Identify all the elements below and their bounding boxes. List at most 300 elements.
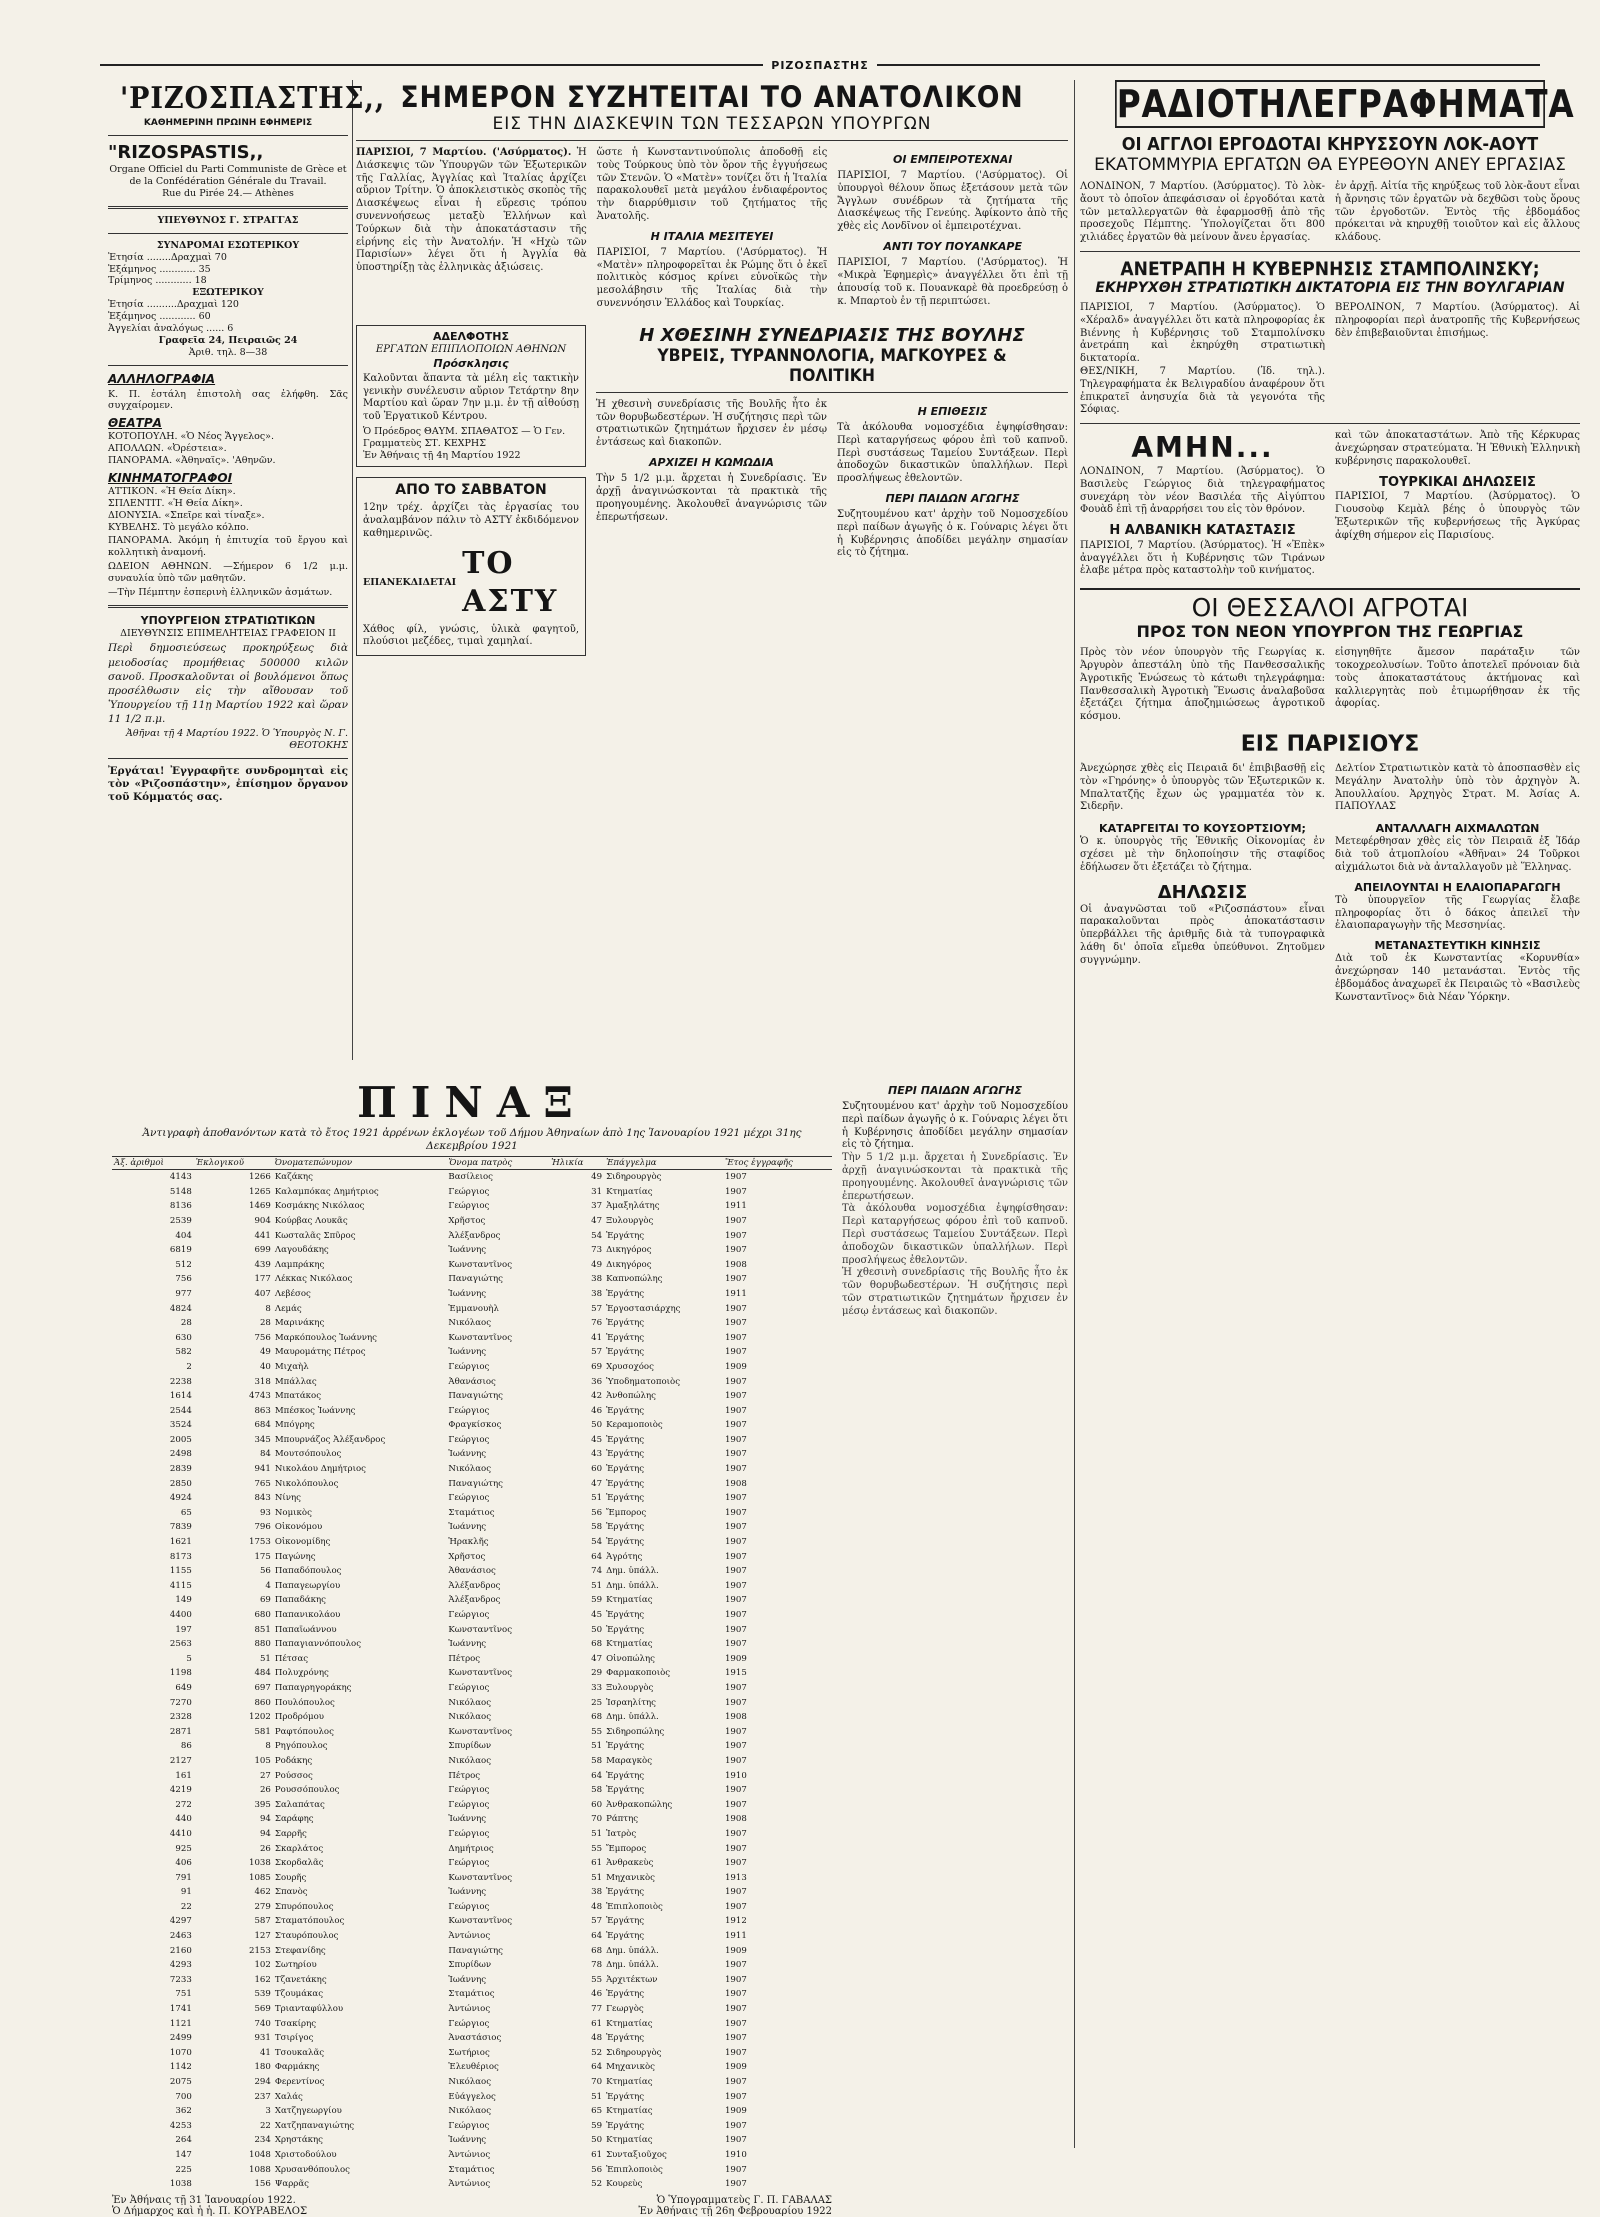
divider — [108, 135, 348, 136]
table-cell: 54 — [591, 1537, 603, 1548]
table-cell: Γεώργιος — [448, 2018, 490, 2029]
table-cell: 1907 — [724, 1610, 747, 1620]
table-cell: Μπάλλας — [274, 1376, 317, 1387]
table-cell: Ἐργάτης — [606, 1464, 645, 1475]
office-address: Γραφεῖα 24, Πειραιῶς 24 — [158, 334, 298, 346]
table-cell: 404 — [175, 1230, 192, 1241]
table-cell: 225 — [175, 2164, 192, 2175]
table-cell: 86 — [180, 1741, 192, 1752]
listing-line: ΠΑΝΟΡΑΜΑ. Ἀκόμη ἡ ἐπιτυχία τοῦ ἔργου καὶ κολλητικὴ ἀναμονή. — [108, 535, 348, 559]
table-cell: 680 — [254, 1610, 271, 1620]
table-cell: Κτηματίας — [606, 2077, 653, 2087]
table-cell: 1614 — [169, 1391, 192, 1402]
divider — [108, 206, 348, 209]
table-cell: 5148 — [169, 1186, 192, 1197]
table-cell: Χατζηγεωργίου — [274, 2106, 342, 2117]
table-cell: 1070 — [169, 2047, 192, 2058]
table-cell: Ἐργάτης — [606, 1931, 645, 1942]
article-text: ΠΑΡΙΣΙΟΙ, 7 Μαρτίου. ('Ασύρματος). Ἡ «Μικρὰ Ἐφημερὶς» ἀναγγέλλει ὅτι ἐπὶ τῇ ἀπουσίᾳ τοῦ κ. Πουανκαρὲ θὰ προεδρεύσῃ ὁ κ. Μπαρτοὺ ἐν τῇ περιπτώσει. — [837, 257, 1069, 307]
table-cell: 1907 — [724, 1828, 747, 1839]
article-text: Δελτίον Στρατιωτικὸν κατὰ τὸ ἀποσπασθὲν εἰς Μεγάλην Ἀνατολὴν ὑπὸ τὸν ἀρχηγὸν Ἀ. Ἀπουλλαίου. Ἀρχηγὸς Στρατ. Μ. Ἀσίας Α. ΠΑΠΟΥΛΑΣ — [1335, 762, 1580, 813]
table-cell: Βασίλειος — [448, 1172, 493, 1183]
table-cell: 1907 — [724, 1464, 747, 1475]
table-row — [112, 1447, 832, 1462]
listing-line: ΠΑΝΟΡΑΜΑ. «Ἀθηναϊς». 'Αθηνῶν. — [108, 455, 276, 466]
union-date: Ἐν Ἀθήναις τῇ 4η Μαρτίου 1922 — [363, 450, 521, 462]
table-cell: Τσουκαλᾶς — [274, 2047, 325, 2058]
table-cell: Γεώργιος — [448, 1201, 490, 1212]
table-cell: 1907 — [724, 1551, 747, 1562]
table-cell: 441 — [254, 1230, 271, 1241]
parliament-article — [596, 325, 1068, 656]
article-column — [1080, 763, 1325, 1004]
table-cell: 61 — [591, 2018, 603, 2029]
table-cell: 2 — [186, 1361, 192, 1372]
table-cell: 1907 — [724, 1537, 747, 1548]
article-column — [596, 399, 827, 560]
register-table — [112, 1156, 832, 2192]
table-cell: Δημ. ὑπάλλ. — [606, 1712, 659, 1723]
table-cell: 42 — [591, 1391, 603, 1402]
table-cell: Παναγιώτης — [448, 1391, 503, 1402]
table-cell: 8136 — [169, 1201, 192, 1212]
table-cell: Ἐργάτης — [606, 1332, 645, 1343]
table-cell: Ἐργάτης — [606, 1493, 645, 1504]
table-cell: Ἐργάτης — [606, 1230, 645, 1241]
table-cell: Δημ. ὑπάλλ. — [606, 1566, 659, 1577]
table-cell: Κτηματίας — [606, 1595, 653, 1606]
table-cell: Σαράφης — [274, 1814, 314, 1825]
table-row — [112, 1944, 832, 1959]
table-cell: 8 — [265, 1303, 271, 1314]
table-cell: Σουρῆς — [274, 1872, 307, 1883]
table-cell: Ξυλουργὸς — [606, 1215, 654, 1226]
article-column — [1080, 430, 1325, 578]
table-cell: 56 — [259, 1566, 271, 1577]
table-cell: Κουρεὺς — [606, 2179, 643, 2190]
subscription-line: Ἑξάμηνος ............ 35 — [108, 263, 211, 275]
table-cell: 407 — [254, 1288, 271, 1299]
divider — [1080, 423, 1580, 424]
table-cell: 73 — [591, 1245, 603, 1256]
table-cell: Ἀθανάσιος — [448, 1566, 496, 1577]
table-cell: Μπατάκος — [274, 1391, 322, 1402]
table-cell: Ἀθανάσιος — [448, 1376, 496, 1387]
table-row — [112, 1185, 832, 1200]
table-cell: Λεμάς — [274, 1303, 302, 1314]
register-table-section — [112, 1078, 832, 2217]
table-cell: 1911 — [724, 1288, 747, 1299]
article-text: ΛΟΝΔΙΝΟΝ, 7 Μαρτίου. (Ἀσύρματος). Ὁ Βασιλεὺς Γεώργιος διὰ τηλεγραφήματος συνεχάρη τὸν νέον Βασιλέα τῆς Αἰγύπτου Φουὰδ ἐπὶ τῇ ἀναρρήσει του εἰς τὸν θρόνον. — [1080, 465, 1325, 516]
table-cell: 582 — [175, 1347, 192, 1358]
table-row — [112, 1783, 832, 1798]
subscription-line: Ἀγγελίαι ἀναλόγως ...... 6 — [108, 322, 234, 334]
subscription-line: Ἑξάμηνος ............ 60 — [108, 311, 211, 322]
table-row — [112, 1739, 832, 1754]
table-cell: 569 — [254, 2004, 271, 2015]
table-cell: Ἐργάτης — [606, 1624, 645, 1635]
table-row — [112, 1243, 832, 1258]
table-cell: Ἰωάννης — [448, 1288, 487, 1299]
table-cell: 1907 — [724, 1172, 747, 1183]
table-cell: Παναγιώτης — [448, 1478, 503, 1489]
table-cell: Ἰωάννης — [448, 1347, 487, 1358]
table-cell: 1907 — [724, 1960, 747, 1971]
paper-latin-name: "RIZOSPASTIS,, — [108, 141, 264, 163]
table-cell: 8 — [265, 1741, 271, 1752]
table-cell: Ἐπιπλοποιὸς — [606, 2164, 663, 2175]
table-cell: Ραφτόπουλος — [274, 1726, 334, 1737]
article-column — [837, 399, 1068, 560]
subscription-line: Ἐτησία ..........Δραχμαὶ 120 — [108, 299, 239, 311]
table-cell: Σκαρλάτος — [274, 1843, 324, 1854]
ministry-signature: Ἀθῆναι τῇ 4 Μαρτίου 1922. Ὁ Ὑπουργὸς Ν. Γ. ΘΕΟΤΟΚΗΣ — [126, 728, 348, 752]
table-row — [112, 1550, 832, 1565]
table-cell: Χρηστάκης — [274, 2135, 323, 2146]
table-cell: 1907 — [724, 1215, 747, 1226]
table-cell: 45 — [591, 1610, 603, 1620]
table-cell: 149 — [175, 1595, 192, 1606]
table-cell: 4743 — [249, 1391, 271, 1402]
table-cell: Τσιρίγος — [274, 2033, 314, 2044]
table-cell: Ἐργάτης — [606, 2033, 645, 2044]
column-rule — [352, 80, 353, 1060]
table-cell: 1155 — [169, 1566, 192, 1577]
asty-description: Χάθος φίλ, γνώσις, ὑλικὰ φαγητοῦ, πλούσιοι μεζέδες, τιμαὶ χαμηλαί. — [363, 623, 579, 648]
table-cell: Γεώργιος — [448, 1828, 490, 1839]
paris-headline: ΕΙΣ ΠΑΡΙΣΙΟΥΣ — [1240, 731, 1420, 757]
table-cell: 1907 — [724, 1741, 747, 1752]
table-cell: 2075 — [169, 2077, 192, 2087]
article-text: Οἱ ἀναγνῶσται τοῦ «Ριζοσπάστου» εἶναι παρακαλοῦνται πρὸς ἀποκατάστασιν ὑπερβάλλει τῆς ἀριθμῆς διὰ τὰ τυπογραφικὰ λάθη δι' ὁποῖα εἴμεθα ὑπεύθυνοι. Ζητοῦμεν συγγνώμην. — [1080, 903, 1325, 966]
table-cell: Κωνσταντῖνος — [448, 1668, 513, 1679]
table-cell: Χαλάς — [274, 2091, 303, 2102]
subscriptions-ext-title: ΕΞΩΤΕΡΙΚΟΥ — [192, 287, 264, 299]
listing-line: ΣΠΛΕΝΤΙΤ. «Ἡ Θεία Δίκη». — [108, 497, 243, 509]
table-cell: 177 — [254, 1274, 271, 1285]
table-cell: 234 — [254, 2135, 271, 2146]
table-row — [112, 1345, 832, 1360]
table-cell: Νομικὸς — [274, 1507, 312, 1518]
table-cell: 69 — [259, 1595, 271, 1606]
table-cell: 1907 — [724, 2033, 747, 2044]
table-cell: 1907 — [724, 2091, 747, 2102]
table-cell: 43 — [591, 1449, 603, 1460]
table-row — [112, 1856, 832, 1871]
table-cell: 64 — [591, 1931, 603, 1942]
table-cell: Ἐργάτης — [606, 1887, 645, 1898]
table-cell: 484 — [254, 1668, 271, 1679]
table-cell: 127 — [254, 1931, 271, 1942]
table-cell: Παπαγεωργίου — [274, 1580, 341, 1591]
table-cell: 4824 — [169, 1303, 192, 1314]
table-cell: Ἐργάτης — [606, 1478, 645, 1489]
table-cell: Ἀντώνιος — [448, 1931, 491, 1942]
table-cell: Ἔμπορος — [606, 1843, 647, 1854]
table-cell: Φραγκίσκος — [448, 1420, 502, 1431]
table-cell: 59 — [591, 2120, 603, 2131]
main-headline: ΣΗΜΕΡΟΝ ΣΥΖΗΤΕΙΤΑΙ ΤΟ ΑΝΑΤΟΛΙΚΟΝ — [400, 80, 1024, 114]
editor-line: ΥΠΕΥΘΥΝΟΣ Γ. ΣΤΡΑΓΓΑΣ — [157, 214, 299, 226]
table-row — [112, 1769, 832, 1784]
column-rule — [1074, 80, 1075, 2148]
article-subhead: Η ΙΤΑΛΙΑ ΜΕΣΙΤΕΥΕΙ — [650, 229, 774, 243]
table-cell: 1907 — [724, 1901, 747, 1912]
article-column — [1335, 430, 1580, 578]
table-cell: 1907 — [724, 1566, 747, 1577]
table-row — [112, 1564, 832, 1579]
table-cell: 1907 — [724, 2018, 747, 2029]
table-cell: Γεώργιος — [448, 1610, 490, 1620]
column-header: Ὄνομα πατρὸς — [446, 1157, 549, 1170]
table-cell: Ἐργάτης — [606, 2091, 645, 2102]
subscriptions-title: ΣΥΝΔΡΟΜΑΙ ΕΣΩΤΕΡΙΚΟΥ — [156, 239, 300, 251]
table-cell: Σταμάτιος — [448, 1507, 495, 1518]
table-cell: Τζανετάκης — [274, 1974, 327, 1985]
article-columns — [1080, 302, 1580, 417]
article-text: Ὁ κ. ὑπουργὸς τῆς Ἐθνικῆς Οἰκονομίας ἐν σχέσει μὲ τὴν δηλοποίησιν τῆς σταφίδος ἐδήλωσεν ὅτι ἐξετάζει τὸ ζήτημα. — [1080, 836, 1325, 873]
table-cell: Κούρβας Λουκᾶς — [274, 1215, 348, 1226]
table-cell: 1909 — [724, 1361, 747, 1372]
table-cell: 3 — [265, 2106, 271, 2117]
table-cell: Ψαρρᾶς — [274, 2179, 309, 2190]
table-cell: Πέτσας — [274, 1653, 309, 1664]
table-cell: Παναγιώτης — [448, 1945, 503, 1956]
table-cell: 345 — [254, 1434, 271, 1445]
union-call: Πρόσκλησις — [433, 356, 509, 370]
table-cell: 1907 — [724, 1887, 747, 1898]
table-row — [112, 1520, 832, 1535]
table-cell: Νικολόπουλος — [274, 1478, 339, 1489]
table-cell: Μπέσκος Ἰωάννης — [274, 1405, 356, 1416]
divider — [108, 365, 348, 366]
table-cell: Παπαγιαννόπουλος — [274, 1639, 362, 1650]
table-cell: 1907 — [724, 1507, 747, 1518]
table-cell: Ἀγρότης — [606, 1551, 643, 1562]
table-row — [112, 1199, 832, 1214]
parliament-headline-2: ΥΒΡΕΙΣ, ΤΥΡΑΝΝΟΛΟΓΙΑ, ΜΑΓΚΟΥΡΕΣ & ΠΟΛΙΤΙΚΗ — [657, 345, 1007, 386]
table-cell: 60 — [591, 1799, 603, 1810]
article-column: Πρὸς τὸν νέον ὑπουργὸν τῆς Γεωργίας κ. Ἀργυρὸν ἀπεστάλη ὑπὸ τῆς Πανθεσσαλικῆς Ἀγροτικῆς Ἑνώσεως τὸ κάτωθι τηλεγράφημα: Πανθεσσαλικὴ Ἀγροτικὴ Ἕνωσις ἀναλαβοῦσα ἐξετάζει ζήτημα ἀποζημιώσεως ἀγροτικοῦ κόσμου. — [1080, 647, 1325, 723]
table-cell: 1908 — [724, 1259, 747, 1270]
table-cell: 2839 — [169, 1464, 192, 1475]
table-cell: 977 — [175, 1288, 192, 1299]
table-cell: 1911 — [724, 1931, 747, 1942]
divider — [108, 605, 348, 608]
table-cell: Κτηματίας — [606, 2106, 653, 2117]
table-cell: 1907 — [724, 1580, 747, 1591]
table-cell: Ἰωάννης — [448, 2135, 487, 2146]
table-cell: Μαρινάκης — [274, 1318, 325, 1329]
table-cell: 1907 — [724, 1726, 747, 1737]
table-cell: Ράπτης — [606, 1814, 639, 1825]
table-cell: 68 — [591, 1639, 603, 1650]
table-cell: 36 — [591, 1376, 603, 1387]
table-cell: Χρῆστος — [448, 1551, 486, 1562]
table-cell: Ἀντώνιος — [448, 2004, 491, 2015]
table-cell: 58 — [591, 1755, 603, 1766]
table-cell: Γεωργὸς — [606, 2004, 644, 2015]
table-row — [112, 1798, 832, 1813]
column-header: Ἐκλογικοῦ — [194, 1157, 273, 1170]
table-cell: Ἔμπορος — [606, 1507, 647, 1518]
table-cell: Μαρκόπουλος Ἰωάννης — [274, 1332, 377, 1343]
table-cell: 70 — [591, 2077, 603, 2087]
table-cell: Χρῆστος — [448, 1215, 486, 1226]
article-text: Ἀνεχώρησε χθὲς εἰς Πειραιᾶ δι' ἐπιβιβασθῇ εἰς τὸν «Γηρόνης» ὁ ὑπουργὸς τῶν Ἐξωτερικῶν κ. Μπαλτατζῆς ἔχων ὡς γραμματέα τὸν κ. Σιδερῆν. — [1080, 762, 1325, 813]
article-columns — [1080, 763, 1580, 1004]
table-row — [112, 1987, 832, 2002]
table-cell: 1907 — [724, 1318, 747, 1329]
table-cell: Νικόλαος — [448, 2106, 492, 2117]
table-cell: 51 — [591, 1580, 603, 1591]
table-cell: 38 — [591, 1274, 603, 1285]
table-cell: 1909 — [724, 2106, 747, 2117]
table-row — [112, 2060, 832, 2075]
table-cell: Κωνσταντῖνος — [448, 1872, 513, 1883]
table-cell: Σιδηροπώλης — [606, 1726, 665, 1737]
table-cell: 1741 — [169, 2004, 192, 2015]
table-cell: 22 — [259, 2120, 271, 2131]
table-cell: 2153 — [249, 1945, 271, 1956]
article-text: ΘΕΣ/ΝΙΚΗ, 7 Μαρτίου. (Ἰδ. τηλ.). Τηλεγραφήματα ἐκ Βελιγραδίου ἀναφέρουν ὅτι ἐπικρατεῖ ἀνησυχία διὰ τὰ γεγονότα τῆς Σόφιας. — [1080, 365, 1325, 416]
table-row — [112, 1681, 832, 1696]
stamboliyski-subhead: ΕΚΗΡΥΧΘΗ ΣΤΡΑΤΙΩΤΙΚΗ ΔΙΚΤΑΤΟΡΙΑ ΕΙΣ ΤΗΝ ΒΟΥΛΓΑΡΙΑΝ — [1095, 279, 1565, 296]
article-text: Τὰ ἀκόλουθα νομοσχέδια ἐψηφίσθησαν: Περὶ καταργήσεως φόρου ἐπὶ τοῦ καπνοῦ. Περὶ συστάσεως Ταμείου Συντάξεων. Περὶ ἀποδοχῶν δικαστικῶν ὑπαλλήλων. Περὶ προσλήψεως ἐθελοντῶν. — [837, 421, 1068, 485]
table-cell: Λαμπράκης — [274, 1259, 325, 1270]
asty-ad — [356, 477, 586, 656]
article-text: Ἡ Διάσκεψις τῶν Ὑπουργῶν τῶν Ἐξωτερικῶν τῆς Γαλλίας, Ἀγγλίας καὶ Ἰταλίας ἀρχίζει αὔριον Τρίτην. Ὁ ἀποκλειστικὸς σκοπὸς τῆς Διασκέψεως εἶναι ἡ εὕρεσις τρόπου συνεννοήσεως μεταξὺ Ἑλλήνων καὶ Τούρκων διὰ τὴν ἀποκατάστασιν τῆς εἰρήνης εἰς τὴν Ἀνατολήν. Ἡ «Ηχὼ τῶν Παρισίων» λέγει ὅτι ἡ Ἀγγλία θὰ ὑποστηρίξῃ τὰς ἑλληνικὰς ἀξιώσεις. — [356, 147, 587, 274]
table-cell: 60 — [591, 1464, 603, 1475]
table-cell: Κτηματίας — [606, 1639, 653, 1650]
article-column: ΛΟΝΔΙΝΟΝ, 7 Μαρτίου. (Ἀσύρματος). Τὸ λὸκ-ἄουτ τὸ ὁποῖον ἀπεφάσισαν οἱ ἐργοδόται κατὰ τῶν μεταλλεργατῶν θὰ ἐφαρμοσθῇ ἀπὸ τῆς προσεχοῦς Πέμπτης. Ὑπολογίζεται ὅτι 800 χιλιάδες ἐργατῶν θὰ μείνουν ἄνευ ἐργασίας. — [1080, 181, 1325, 244]
table-cell: 57 — [591, 1916, 603, 1927]
table-cell: 1088 — [249, 2164, 271, 2175]
table-row — [112, 2046, 832, 2061]
table-cell: 1913 — [724, 1872, 747, 1883]
ministry-heading: ΥΠΟΥΡΓΕΙΟΝ ΣΤΡΑΤΙΩΤΙΚΩΝ — [140, 613, 316, 627]
table-cell: 51 — [259, 1653, 271, 1664]
table-cell: Εὐάγγελος — [448, 2091, 496, 2102]
table-row — [112, 1462, 832, 1477]
table-cell: 931 — [254, 2033, 271, 2044]
article-text: ὥστε ἡ Κωνσταντινούπολις ἀποδοθῇ εἰς τοὺς Τούρκους ὑπὸ τὸν ὅρον τῆς ἐγγυήσεως τῶν Στενῶν. Ὁ «Ματὲν» τονίζει ὅτι ἡ Ἰταλία παρακολουθεῖ μετὰ μεγάλου ἐνδιαφέροντος τὴν διαρρύθμισιν τοῦ ζητήματος τῆς Ἀνατολῆς. — [596, 147, 828, 222]
table-cell: 699 — [254, 1245, 271, 1256]
table-cell: Νικολάου Δημήτριος — [274, 1464, 366, 1475]
table-cell: 93 — [259, 1507, 271, 1518]
masthead-banner: ΡΙΖΟΣΠΑΣΤΗΣ — [763, 59, 876, 72]
table-cell: 8173 — [169, 1551, 192, 1562]
albania-headline: Η ΑΛΒΑΝΙΚΗ ΚΑΤΑΣΤΑΣΙΣ — [1109, 523, 1296, 539]
table-cell: 1048 — [249, 2149, 271, 2160]
table-cell: 51 — [591, 1872, 603, 1883]
listing-line: ΚΟΤΟΠΟΥΛΗ. «Ὁ Νέος Ἄγγελος». — [108, 431, 274, 443]
table-cell: 2238 — [169, 1376, 192, 1387]
table-cell: Γεώργιος — [448, 1785, 490, 1796]
table-row — [112, 1929, 832, 1944]
council-headline: ΚΑΤΑΡΓΕΙΤΑΙ ΤΟ ΚΟΥΣΟΡΤΣΙΟΥΜ; — [1099, 822, 1306, 836]
table-cell: 1038 — [249, 1858, 271, 1869]
table-cell: Σωτηρίου — [274, 1960, 317, 1971]
table-cell: Παπαδόπουλος — [274, 1566, 342, 1577]
table-cell: Καλαμπόκας Δημήτριος — [274, 1186, 379, 1197]
table-cell: Χρυσανθόπουλος — [274, 2164, 350, 2175]
paper-address: Rue du Pirée 24.— Athènes — [162, 188, 294, 199]
table-cell: 756 — [175, 1274, 192, 1285]
table-cell: Σπανὸς — [274, 1887, 308, 1898]
table-cell: 29 — [591, 1668, 603, 1679]
article-text: ΠΑΡΙΣΙΟΙ, 7 Μαρτίου. ('Ασύρματος). Ἡ «Ματὲν» πληροφορεῖται ἐκ Ρώμης ὅτι ὁ ἐκεῖ πολιτικὸς κόσμος κρίνει εὐνοϊκῶς τὴν μεσολάβησιν τῆς Ἰταλίας διὰ τὴν συνεννόησιν Ἑλλάδος καὶ Τουρκίας. — [596, 246, 828, 310]
left-column — [108, 80, 386, 807]
table-cell: 27 — [259, 1770, 271, 1781]
table-cell: 925 — [175, 1843, 192, 1854]
table-cell: 1907 — [724, 2077, 747, 2087]
table-cell: Ἐργάτης — [606, 1288, 645, 1299]
section-text: Κ. Π. ἐστάλη ἐπιστολὴ σας ἐλήφθη. Σᾶς συγχαίρομεν. — [108, 388, 348, 412]
table-row — [112, 1375, 832, 1390]
table-cell: 1907 — [724, 2120, 747, 2131]
table-cell: 1907 — [724, 1989, 747, 2000]
table-cell: Σιδηρουργὸς — [606, 2047, 662, 2058]
table-cell: 1907 — [724, 1376, 747, 1387]
table-row — [112, 1710, 832, 1725]
table-cell: 1907 — [724, 2164, 747, 2175]
table-cell: 7270 — [169, 1697, 192, 1708]
table-cell: 1907 — [724, 1303, 747, 1314]
table-cell: Οἰκονόμου — [274, 1522, 323, 1533]
center-left-stack — [356, 325, 586, 656]
table-cell: 48 — [591, 2033, 603, 2044]
table-cell: 587 — [254, 1916, 271, 1927]
table-cell: 49 — [591, 1172, 603, 1183]
table-cell: 94 — [259, 1828, 271, 1839]
table-cell: 860 — [254, 1697, 271, 1708]
table-cell: Ἐργάτης — [606, 1989, 645, 2000]
table-row — [112, 1272, 832, 1287]
table-cell: 64 — [591, 1770, 603, 1781]
article-columns — [1080, 647, 1580, 724]
table-cell: 58 — [591, 1785, 603, 1796]
table-cell: 1909 — [724, 2062, 747, 2073]
table-cell: 1085 — [249, 1872, 271, 1883]
table-cell: 1907 — [724, 1624, 747, 1635]
table-cell: Παγώνης — [274, 1551, 316, 1562]
table-cell: Ἀλέξανδρος — [448, 1595, 501, 1606]
table-cell: Γεώργιος — [448, 2120, 490, 2131]
center-column — [356, 80, 1068, 656]
table-cell: 51 — [591, 1493, 603, 1504]
table-cell: 1907 — [724, 1639, 747, 1650]
table-cell: Φαρμάκης — [274, 2062, 320, 2073]
table-cell: 4253 — [169, 2120, 192, 2131]
table-cell: 684 — [254, 1420, 271, 1431]
table-cell: Ροδάκης — [274, 1755, 313, 1766]
table-cell: Ἐργάτης — [606, 1610, 645, 1620]
table-row — [112, 1900, 832, 1915]
table-cell: 69 — [591, 1361, 603, 1372]
prisoners-headline: ΑΝΤΑΛΛΑΓΗ ΑΙΧΜΑΛΩΤΩΝ — [1375, 822, 1540, 836]
table-cell: Λέκκας Νικόλαος — [274, 1274, 353, 1285]
thessaly-headline: ΟΙ ΘΕΣΣΑΛΟΙ ΑΓΡΟΤΑΙ — [1080, 588, 1580, 622]
table-cell: 4 — [265, 1580, 271, 1591]
table-cell: Δικηγόρος — [606, 1259, 652, 1270]
table-row — [112, 1637, 832, 1652]
table-cell: Δημ. ὑπάλλ. — [606, 1960, 659, 1971]
table-cell: 37 — [591, 1201, 603, 1212]
table-row — [112, 1316, 832, 1331]
table-cell: 1907 — [724, 1858, 747, 1869]
table-cell: 1908 — [724, 1478, 747, 1489]
